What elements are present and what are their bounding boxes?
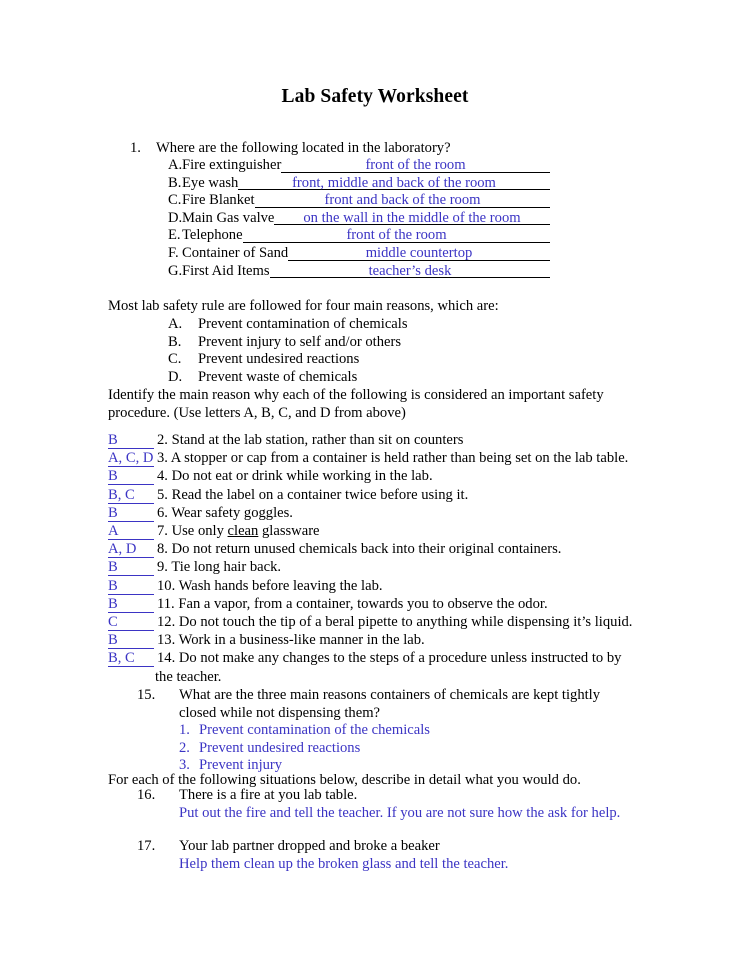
answer-item-row [108,577,708,595]
item-number: 5. [157,486,172,503]
question-1-answer: middle countertop [365,244,473,261]
answer-item-row [108,504,708,522]
item-statement [157,541,561,557]
item-number: 7. [157,523,172,540]
item-number: 2. [157,432,172,448]
item-statement-text: Wash hands before leaving the lab. [178,577,383,594]
question-1-item [130,227,710,245]
question-1-answer-slot[interactable] [270,263,550,281]
question-17-answer: Help them clean up the broken glass and tell the teacher. [179,855,509,872]
question-1-item-label: Eye wash [182,174,239,191]
question-15-answer-list [137,722,717,775]
question-1-answer-slot[interactable] [243,227,550,245]
item-answer-blank[interactable]: A, D [108,542,154,558]
question-1-prompt [130,139,710,157]
item-statement-text: Do not eat or drink while working in the lab. [171,468,433,485]
question-1-item-letter: A. [168,157,183,173]
item-statement-post: glassware [258,523,320,540]
question-1-answer: teacher’s desk [368,262,452,279]
question-1-item [130,210,710,228]
item-number: 3. [157,450,171,467]
question-1-answer-slot[interactable] [255,192,550,210]
reason-row [108,369,708,387]
answer-item-row [108,558,708,576]
question-15-prompt-line-1: What are the three main reasons containers of chemicals are kept tightly [179,687,601,703]
item-statement-text: Do not make any changes to the steps of a procedure unless instructed to by [178,650,622,667]
question-1-item-label: Telephone [182,227,243,244]
question-1-item-letter: B. [168,174,182,191]
question-16-prompt: There is a fire at you lab table. [179,787,358,803]
answer-item-row [108,449,708,467]
item-number: 14. [157,650,179,667]
item-statement-text: Stand at the lab station, rather than sit on counters [171,432,464,448]
item-number: 6. [157,504,172,521]
question-17-number: 17. [137,838,156,854]
question-1-item-label: Main Gas valve [182,209,275,226]
question-1-answer-slot[interactable] [274,210,550,228]
answer-item-row [108,486,708,504]
answer-item-row [108,631,708,649]
question-1-number: 1. [130,140,141,156]
item-statement [157,632,425,648]
question-1-answer-slot[interactable] [281,157,550,175]
item-number: 11. [157,595,179,612]
question-15-answer-number: 1. [179,722,190,739]
item-statement [157,578,383,594]
question-1-item [130,263,710,281]
question-1-answer-slot[interactable] [238,175,550,193]
question-15-head [137,687,717,722]
question-1-item [130,192,710,210]
item-answer-blank[interactable]: B, C [108,488,154,504]
question-1-answer: front of the room [365,157,466,173]
question-1-answer-slot[interactable] [288,245,550,263]
item-number: 9. [157,559,172,576]
item-statement-text: Do not return unused chemicals back into their original containers. [171,541,562,558]
item-statement-text: A stopper or cap from a container is held rather than being set on the lab table. [170,450,629,467]
item-answer-blank[interactable]: B, C [108,651,154,667]
question-1-item-letter: C. [168,192,182,209]
question-1-item [130,157,710,175]
item-statement-pre: Use only [171,523,228,540]
question-1-item [130,175,710,193]
item-number: 4. [157,468,172,485]
item-answer-blank[interactable]: B [108,560,154,576]
reason-letter: D. [168,369,183,386]
question-16-number: 16. [137,787,156,803]
item-statement [157,487,468,503]
item-answer-blank[interactable]: A, C, D [108,450,154,467]
item-statement-text: Do not touch the tip of a beral pipette to anything while dispensing it’s liquid. [178,614,633,631]
question-1-item-label: Fire extinguisher [182,157,282,173]
item-statement [157,450,628,466]
page-title: Lab Safety Worksheet [281,86,469,107]
reason-text: Prevent undesired reactions [198,351,360,368]
item-number: 12. [157,614,179,631]
identify-instruction-line-2: procedure. (Use letters A, B, C, and D from above) [108,404,406,421]
reasons-list [108,316,708,387]
item-statement [157,614,632,630]
question-1-item-label: Fire Blanket [182,192,255,209]
answer-item-row [108,540,708,558]
item-statement [157,432,463,448]
question-15-answer-row [179,722,717,740]
question-1-item-list [130,157,710,280]
question-1-item [130,245,710,263]
question-15-answer-text: Prevent undesired reactions [199,739,361,756]
question-15-prompt [179,687,609,722]
reason-row [108,351,708,369]
question-1-answer: front and back of the room [324,192,481,209]
reason-row [108,334,708,352]
item-answer-blank[interactable]: B [108,597,154,613]
answer-item-list [108,431,708,686]
answer-item-row [108,613,708,631]
question-17-prompt: Your lab partner dropped and broke a beaker [179,838,440,854]
item-answer-blank[interactable]: A [108,524,154,540]
item-statement [157,596,548,612]
item-answer-blank[interactable]: B [108,633,154,649]
identify-instruction-line-1: Identify the main reason why each of the following is considered an important safety [108,386,604,403]
item-number: 8. [157,541,172,558]
reason-text: Prevent waste of chemicals [198,369,358,386]
item-number: 10. [157,577,179,594]
question-15-answer-number: 3. [179,757,190,774]
question-16-answer: Put out the fire and tell the teacher. If you are not sure how the ask for help. [179,804,621,821]
item-answer-blank[interactable]: B [108,433,154,449]
answer-item-row [108,467,708,485]
question-1-answer: front, middle and back of the room [292,174,496,191]
item-number: 13. [157,632,179,649]
question-15-answer-text: Prevent contamination of the chemicals [199,722,430,739]
item-statement [157,505,293,521]
question-1-answer: front of the room [346,227,447,244]
answer-item-row [108,522,708,540]
question-1-item-letter: E. [168,227,181,244]
reason-text: Prevent injury to self and/or others [198,333,402,350]
question-1-block [130,139,710,280]
item-statement-text: Fan a vapor, from a container, towards you to observe the odor. [178,595,548,612]
reason-letter: A. [168,315,183,332]
foreach-instruction: For each of the following situations below, describe in detail what you would do. [108,772,581,788]
item-statement-text: Wear safety goggles. [171,504,293,521]
item-statement [157,650,621,666]
question-15-answer-text: Prevent injury [199,757,283,774]
item-statement-continuation: the teacher. [155,668,222,685]
reason-row [108,316,708,334]
item-answer-blank[interactable]: B [108,579,154,595]
question-16-block [137,787,737,822]
reason-letter: B. [168,333,182,350]
answer-item-row [108,595,708,613]
question-1-item-label: Container of Sand [182,244,289,261]
reason-letter: C. [168,351,182,368]
question-15-answer-row [179,740,717,758]
item-answer-blank[interactable]: C [108,615,154,631]
item-answer-blank[interactable]: B [108,506,154,522]
answer-item-row [108,431,708,449]
reason-text: Prevent contamination of chemicals [198,315,408,332]
item-statement-text: Read the label on a container twice before using it. [171,486,469,503]
question-1-item-letter: D. [168,209,183,226]
question-15-prompt-line-2: closed while not dispensing them? [179,704,381,721]
item-statement-text: Tie long hair back. [171,559,282,576]
answer-item-row [108,649,708,685]
question-17-block [137,838,737,873]
item-statement-emphasis: clean [227,523,259,540]
question-1-item-letter: G. [168,262,183,279]
question-15-block [137,687,717,775]
item-statement [157,523,320,539]
question-1-prompt-text: Where are the following located in the laboratory? [156,140,451,156]
item-answer-blank[interactable]: B [108,469,154,485]
question-15-answer-number: 2. [179,739,190,756]
question-1-answer: on the wall in the middle of the room [303,209,521,226]
reasons-block [108,298,708,423]
reasons-lead: Most lab safety rule are followed for four main reasons, which are: [108,298,499,314]
question-1-item-letter: F. [168,244,179,261]
question-1-item-label: First Aid Items [182,262,270,279]
question-15-number: 15. [137,687,156,703]
item-statement [157,468,433,484]
item-statement [157,559,281,575]
item-statement-text: Work in a business-like manner in the lab. [178,632,425,649]
